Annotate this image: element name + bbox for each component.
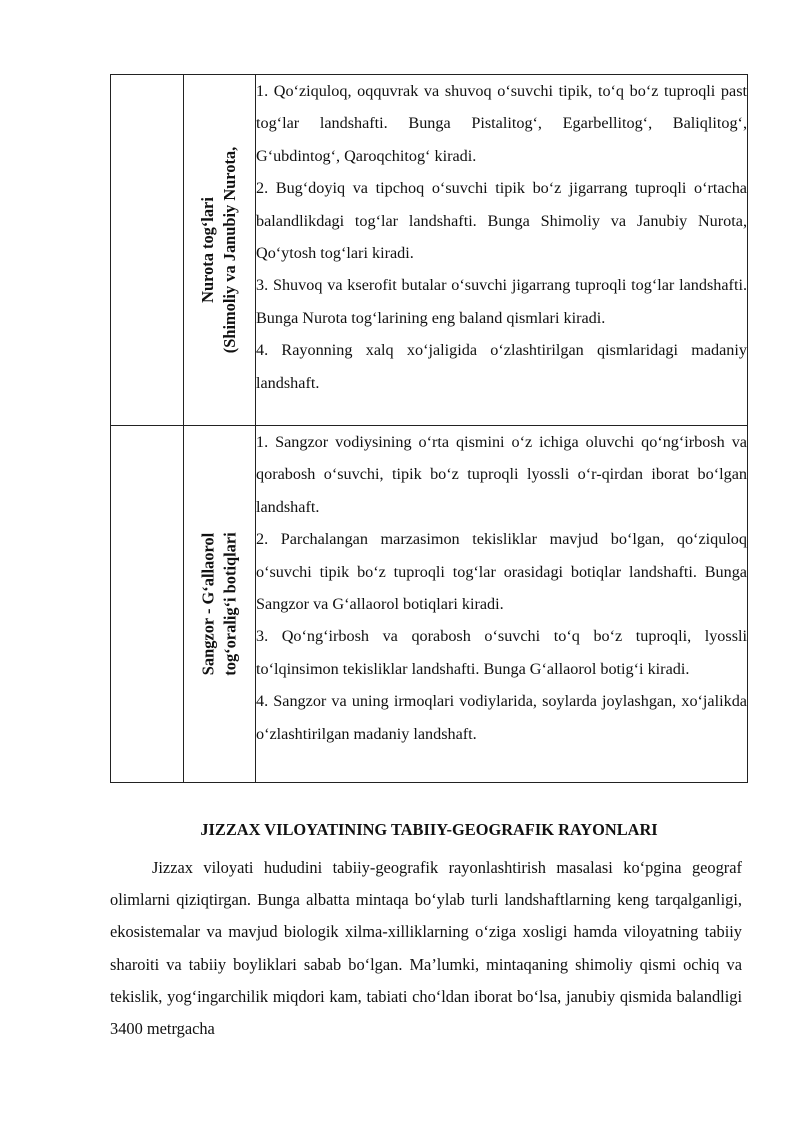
landscape-item: 3. Qo‘ng‘irbosh va qorabosh o‘suvchi to‘q bo‘z tuproqli, lyossli to‘lqinsimon tekisliklar landshafti. Bunga G‘allaorol botig‘i kiradi.	[256, 627, 747, 678]
table-row	[111, 426, 748, 783]
description-cell	[256, 426, 748, 783]
landscape-item: 1. Qo‘ziquloq, oqquvrak va shuvoq o‘suvchi tipik, to‘q bo‘z tuproqli past tog‘lar landshafti. Bunga Pistalitog‘, Egarbellitog‘, Baliqlitog‘, G‘ubdintog‘, Qaroqchitog‘ kiradi.	[256, 82, 747, 165]
landscape-table	[110, 74, 748, 783]
landscape-item: 4. Sangzor va uning irmoqlari vodiylarida, soylarda joylashgan, xo‘jalikda o‘zlashtirilgan madaniy landshaft.	[256, 692, 747, 743]
region-cell	[184, 75, 256, 426]
landscape-item: 1. Sangzor vodiysining o‘rta qismini o‘z ichiga oluvchi qo‘ng‘irbosh va qorabosh o‘suvchi, tipik bo‘z tuproqli lyossli o‘r-qirdan iborat bo‘lgan landshaft.	[256, 433, 747, 516]
region-name: Nurota tog‘lari	[198, 197, 218, 303]
region-name: Sangzor - G‘allaorol	[198, 532, 218, 676]
landscape-item: 2. Parchalangan marzasimon tekisliklar mavjud bo‘lgan, qo‘ziquloq o‘suvchi tipik bo‘z tuproqli tog‘lar orasidagi botiqlar landshafti. Bunga Sangzor va G‘allaorol botiqlari kiradi.	[256, 530, 747, 614]
region-cell	[184, 426, 256, 783]
region-subname: tog‘oralig‘i botiqlari	[220, 532, 240, 676]
body-paragraph: Jizzax viloyati hududini tabiiy-geografik rayonlashtirish masalasi ko‘pgina geograf olimlarni qiziqtirgan. Bunga albatta mintaqa bo‘ylab turli landshaftlarning keng tarqalganligi, ekosistemalar va mavjud biologik xilma-xilliklarning o‘ziga xosligi hamda viloyatning tabiiy sharoiti va tabiiy boyliklari sabab bo‘lgan. Ma’lumki, mintaqaning shimoliy qismi ochiq va tekislik, yog‘ingarchilik miqdori kam, tabiati cho‘ldan iborat bo‘lsa, janubiy qismida balandligi 3400 metrgacha	[110, 858, 742, 1039]
landscape-item: 4. Rayonning xalq xo‘jaligida o‘zlashtirilgan qismlaridagi madaniy landshaft.	[256, 341, 747, 392]
region-label	[198, 532, 242, 675]
region-subname: (Shimoliy va Janubiy Nurota,	[220, 146, 240, 354]
description-cell	[256, 75, 748, 426]
landscape-item: 3. Shuvoq va kserofit butalar o‘suvchi jigarrang tuproqli tog‘lar landshafti. Bunga Nurota tog‘larining eng baland qismlari kiradi.	[256, 276, 747, 327]
empty-cell	[111, 426, 184, 783]
landscape-item: 2. Bug‘doyiq va tipchoq o‘suvchi tipik bo‘z jigarrang tuproqli o‘rtacha balandlikdagi tog‘lar landshafti. Bunga Shimoliy va Janubiy Nurota, Qo‘ytosh tog‘lari kiradi.	[256, 179, 747, 263]
region-label	[198, 147, 242, 353]
section-title: JIZZAX VILOYATINING TABIIY-GEOGRAFIK RAYONLARI	[200, 820, 658, 839]
table-row	[111, 75, 748, 426]
empty-cell	[111, 75, 184, 426]
